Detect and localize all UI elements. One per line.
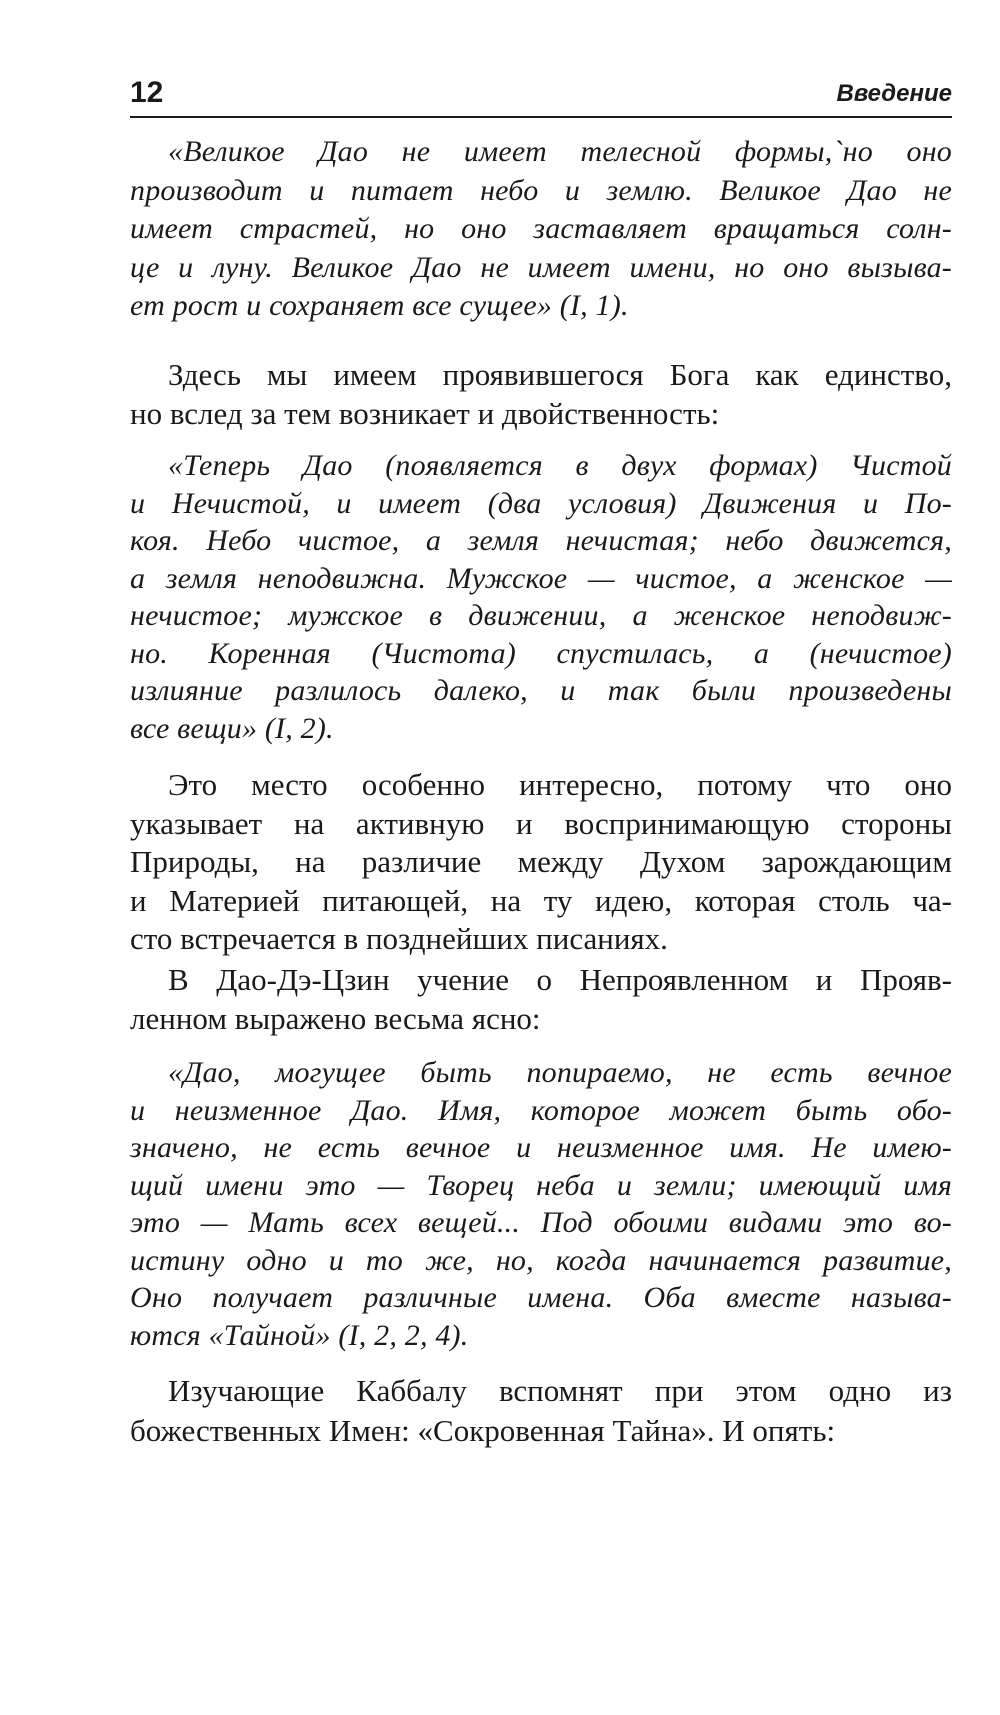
text-line: Изучающие Каббалу вспомнят при этом одно из	[168, 1373, 952, 1408]
text-line: це и луну. Великое Дао не имеет имени, но оно вызыва-	[130, 250, 952, 284]
quote-paragraph-1	[130, 133, 952, 326]
text-line: ет рост и сохраняет все сущее» (I, 1).	[130, 289, 629, 322]
text-line: сто встречается в позднейших писаниях.	[130, 921, 668, 956]
text-line: ются «Тайной» (I, 2, 2, 4).	[130, 1318, 469, 1352]
text-line: «Великое Дао не имеет телесной формы,`но оно	[168, 135, 952, 168]
text-line: ленном выражено весьма ясно:	[130, 1001, 541, 1036]
text-line: Оно получает различные имена. Оба вместе называ-	[130, 1281, 952, 1314]
text-line: коя. Небо чистое, а земля нечистая; небо движется,	[130, 524, 952, 557]
body-paragraph-4	[130, 1371, 952, 1451]
text-line: указывает на активную и воспринимающую стороны	[130, 805, 952, 841]
body-paragraph-2	[130, 766, 952, 959]
text-line: Здесь мы имеем проявившегося Бога как единство,	[168, 357, 952, 392]
quote-paragraph-2	[130, 447, 952, 747]
text-line: излияние разлилось далеко, и так были произведены	[130, 674, 952, 707]
text-line: производит и питает небо и землю. Великое Дао не	[130, 173, 952, 207]
text-line: истину одно и то же, но, когда начинается развитие,	[130, 1243, 952, 1277]
text-line: Это место особенно интересно, потому что оно	[168, 767, 952, 802]
text-line: «Теперь Дао (появляется в двух формах) Чистой	[168, 449, 952, 482]
text-line: божественных Имен: «Сокровенная Тайна». И опять:	[130, 1413, 836, 1448]
text-line: значено, не есть вечное и неизменное имя. Не имею-	[130, 1131, 952, 1164]
page-header	[130, 76, 952, 118]
text-line: В Дао-Дэ-Цзин учение о Непроявленном и Прояв-	[168, 962, 952, 997]
text-line: щий имени это — Творец неба и земли; имеющий имя	[130, 1168, 952, 1202]
text-line: и Материей питающей, на ту идею, которая столь ча-	[130, 882, 952, 918]
running-title: Введение	[836, 80, 952, 107]
text-line: все вещи» (I, 2).	[130, 711, 334, 745]
text-line: но. Коренная (Чистота) спустилась, а (нечистое)	[130, 636, 952, 670]
text-line: нечистое; мужское в движении, а женское неподвиж-	[130, 599, 952, 632]
text-line: имеет страстей, но оно заставляет вращаться солн-	[130, 212, 952, 245]
text-line: и неизменное Дао. Имя, которое может быть обо-	[130, 1093, 952, 1127]
page-number: 12	[130, 76, 164, 109]
text-line: это — Мать всех вещей... Под обоими видами это во-	[130, 1206, 952, 1239]
text-line: «Дао, могущее быть попираемо, не есть вечное	[168, 1056, 952, 1089]
text-line: Природы, на различие между Духом зарождающим	[130, 844, 952, 879]
text-line: и Нечистой, и имеет (два условия) Движения и По-	[130, 486, 952, 520]
text-line: но вслед за тем возникает и двойственность:	[130, 396, 720, 431]
body-paragraph-3	[130, 960, 952, 1038]
text-line: а земля неподвижна. Мужское — чистое, а женское —	[130, 561, 952, 595]
body-paragraph-1	[130, 355, 952, 433]
quote-paragraph-3	[130, 1054, 952, 1354]
